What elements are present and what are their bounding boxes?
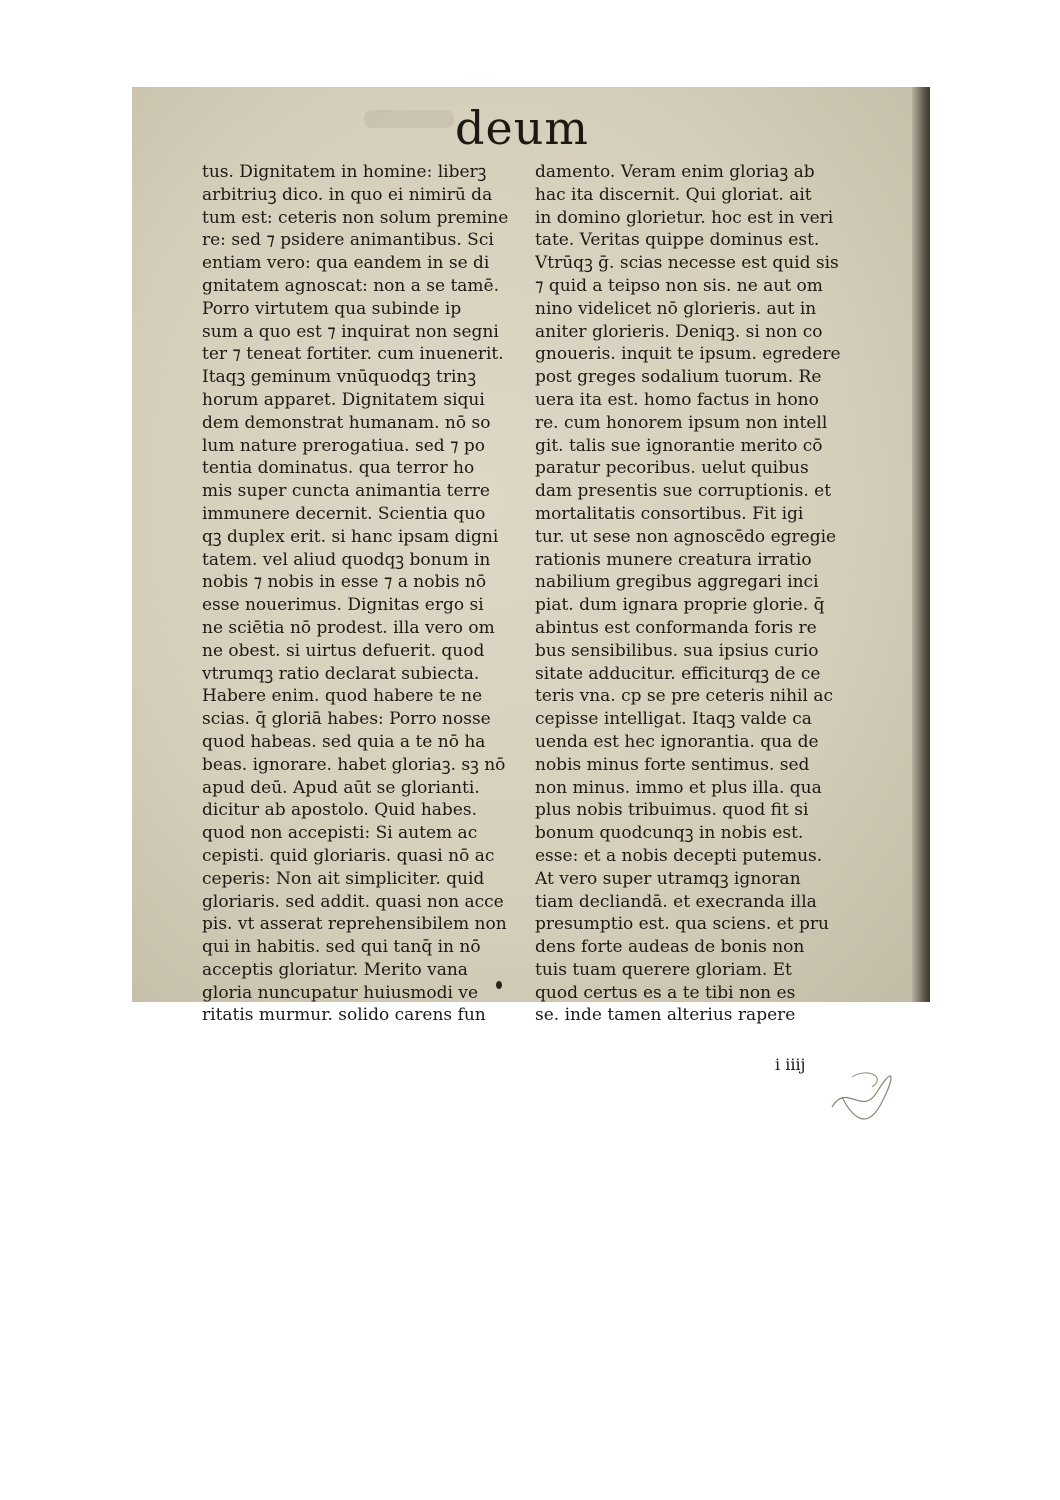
text-line: nabilium gregibus aggregari inci <box>535 572 819 593</box>
text-line: gnitatem agnoscat: non a se tamē. <box>202 275 500 296</box>
text-line: ceperis: Non ait simpliciter. quid <box>202 868 485 889</box>
text-line: uenda est hec ignorantia. qua de <box>535 731 819 752</box>
page-edge-shadow <box>912 87 930 1002</box>
text-line: ter ⁊ teneat fortiter. cum inuenerit. <box>202 344 504 365</box>
text-line: arbitriuꝫ dico. in quo ei nimirū da <box>202 184 493 205</box>
text-line: rationis munere creatura irratio <box>535 549 812 570</box>
text-line: qꝫ duplex erit. si hanc ipsam digni <box>202 526 499 547</box>
text-line: Vtrūqꝫ ḡ. scias necesse est quid sis <box>535 253 839 274</box>
text-line: apud deū. Apud aūt se glorianti. <box>202 777 480 798</box>
text-line: vtrumqꝫ ratio declarat subiecta. <box>202 663 480 684</box>
text-line: damento. Veram enim gloriaꝫ ab <box>535 162 815 182</box>
text-line: tentia dominatus. qua terror ho <box>202 458 475 479</box>
text-line: dens forte audeas de bonis non <box>535 937 805 958</box>
text-line: piat. dum ignara proprie glorie. q̄ <box>535 595 825 616</box>
text-line: in domino glorietur. hoc est in veri <box>535 207 834 228</box>
text-line: gnoueris. inquit te ipsum. egredere <box>535 344 841 365</box>
text-line: lum nature prerogatiua. sed ⁊ po <box>202 435 486 456</box>
text-line: cepisse intelligat. Itaqꝫ valde ca <box>535 709 812 730</box>
text-line: aniter glorieris. Deniqꝫ. si non co <box>535 321 823 342</box>
text-line: tate. Veritas quippe dominus est. <box>535 230 820 251</box>
text-column-left <box>202 161 537 1027</box>
text-line: tuis tuam querere gloriam. Et <box>535 959 792 980</box>
text-line: dam presentis sue corruptionis. et <box>535 481 832 502</box>
text-line: non minus. immo et plus illa. qua <box>535 777 822 798</box>
text-line: presumptio est. qua sciens. et pru <box>535 914 829 935</box>
text-line: Itaqꝫ geminum vnūquodqꝫ trinꝫ <box>202 367 477 388</box>
text-line: scias. q̄ gloriā habes: Porro nosse <box>202 709 491 730</box>
scanned-page-photo <box>132 87 930 1074</box>
text-line: immunere decernit. Scientia quo <box>202 503 486 524</box>
text-line: bonum quodcunqꝫ in nobis est. <box>535 823 804 844</box>
text-line: abintus est conformanda foris re <box>535 617 817 638</box>
text-line: At vero super utramqꝫ ignoran <box>535 868 801 889</box>
text-line: git. talis sue ignorantie merito cō <box>535 435 823 456</box>
text-line: ne sciētia nō prodest. illa vero om <box>202 617 495 638</box>
text-line: nobis ⁊ nobis in esse ⁊ a nobis nō <box>202 572 487 593</box>
text-line: dicitur ab apostolo. Quid habes. <box>202 800 477 821</box>
text-line: sitate adducitur. efficiturqꝫ de ce <box>535 663 821 684</box>
text-line: teris vna. cp se pre ceteris nihil ac <box>535 686 833 707</box>
text-line: quod non accepisti: Si autem ac <box>202 823 478 844</box>
text-line: qui in habitis. sed qui tanq̄ in nō <box>202 937 481 958</box>
text-line: tatem. vel aliud quodqꝫ bonum in <box>202 549 491 570</box>
text-line: gloriaris. sed addit. quasi non acce <box>202 891 504 912</box>
incunable-leaf <box>132 87 912 1074</box>
text-line: hac ita discernit. Qui gloriat. ait <box>535 184 812 205</box>
text-line: tus. Dignitatem in homine: liberꝫ <box>202 162 487 182</box>
text-line: cepisti. quid gloriaris. quasi nō ac <box>202 845 495 866</box>
text-line: tiam decliandā. et execranda illa <box>535 891 817 912</box>
marginal-flourish <box>822 1062 902 1122</box>
text-line: mortalitatis consortibus. Fit igi <box>535 503 804 524</box>
text-line: horum apparet. Dignitatem siqui <box>202 389 485 410</box>
text-line: quod habeas. sed quia a te nō ha <box>202 731 486 752</box>
text-line: re: sed ⁊ psidere animantibus. Sci <box>202 230 494 251</box>
text-line: sum a quo est ⁊ inquirat non segni <box>202 321 499 342</box>
text-line: se. inde tamen alterius rapere <box>535 1005 796 1026</box>
text-line: esse: et a nobis decepti putemus. <box>535 845 823 866</box>
text-line: Habere enim. quod habere te ne <box>202 686 483 707</box>
text-line: mis super cuncta animantia terre <box>202 481 490 502</box>
text-line: post greges sodalium tuorum. Re <box>535 367 822 388</box>
text-line: paratur pecoribus. uelut quibus <box>535 458 809 479</box>
text-line: ritatis murmur. solido carens fun <box>202 1005 486 1026</box>
text-line: quod certus es a te tibi non es <box>535 982 796 1003</box>
text-line: dem demonstrat humanam. nō so <box>202 412 491 433</box>
text-line: beas. ignorare. habet gloriaꝫ. sꝫ nō <box>202 754 506 775</box>
text-line: gloria nuncupatur huiusmodi ve <box>202 982 479 1003</box>
text-line: bus sensibilibus. sua ipsius curio <box>535 640 819 661</box>
text-line: re. cum honorem ipsum non intell <box>535 412 828 433</box>
text-line: tum est: ceteris non solum premine <box>202 207 509 228</box>
text-line: plus nobis tribuimus. quod fit si <box>535 800 809 821</box>
text-line: nino videlicet nō glorieris. aut in <box>535 298 817 319</box>
text-line: entiam vero: qua eandem in se di <box>202 253 490 274</box>
text-line: uera ita est. homo factus in hono <box>535 389 819 410</box>
running-head: deum <box>455 101 589 155</box>
text-line: esse nouerimus. Dignitas ergo si <box>202 595 484 616</box>
text-line: acceptis gloriatur. Merito vana <box>202 959 468 980</box>
text-line: nobis minus forte sentimus. sed <box>535 754 810 775</box>
text-line: Porro virtutem qua subinde ip <box>202 298 462 319</box>
text-line: ⁊ quid a teipso non sis. ne aut om <box>535 275 823 296</box>
text-line: ne obest. si uirtus defuerit. quod <box>202 640 485 661</box>
signature-mark: i iiij <box>775 1055 806 1074</box>
text-line: pis. vt asserat reprehensibilem non <box>202 914 507 935</box>
text-column-right <box>535 161 880 1027</box>
text-line: tur. ut sese non agnoscēdo egregie <box>535 526 837 547</box>
ink-dot <box>496 981 502 989</box>
